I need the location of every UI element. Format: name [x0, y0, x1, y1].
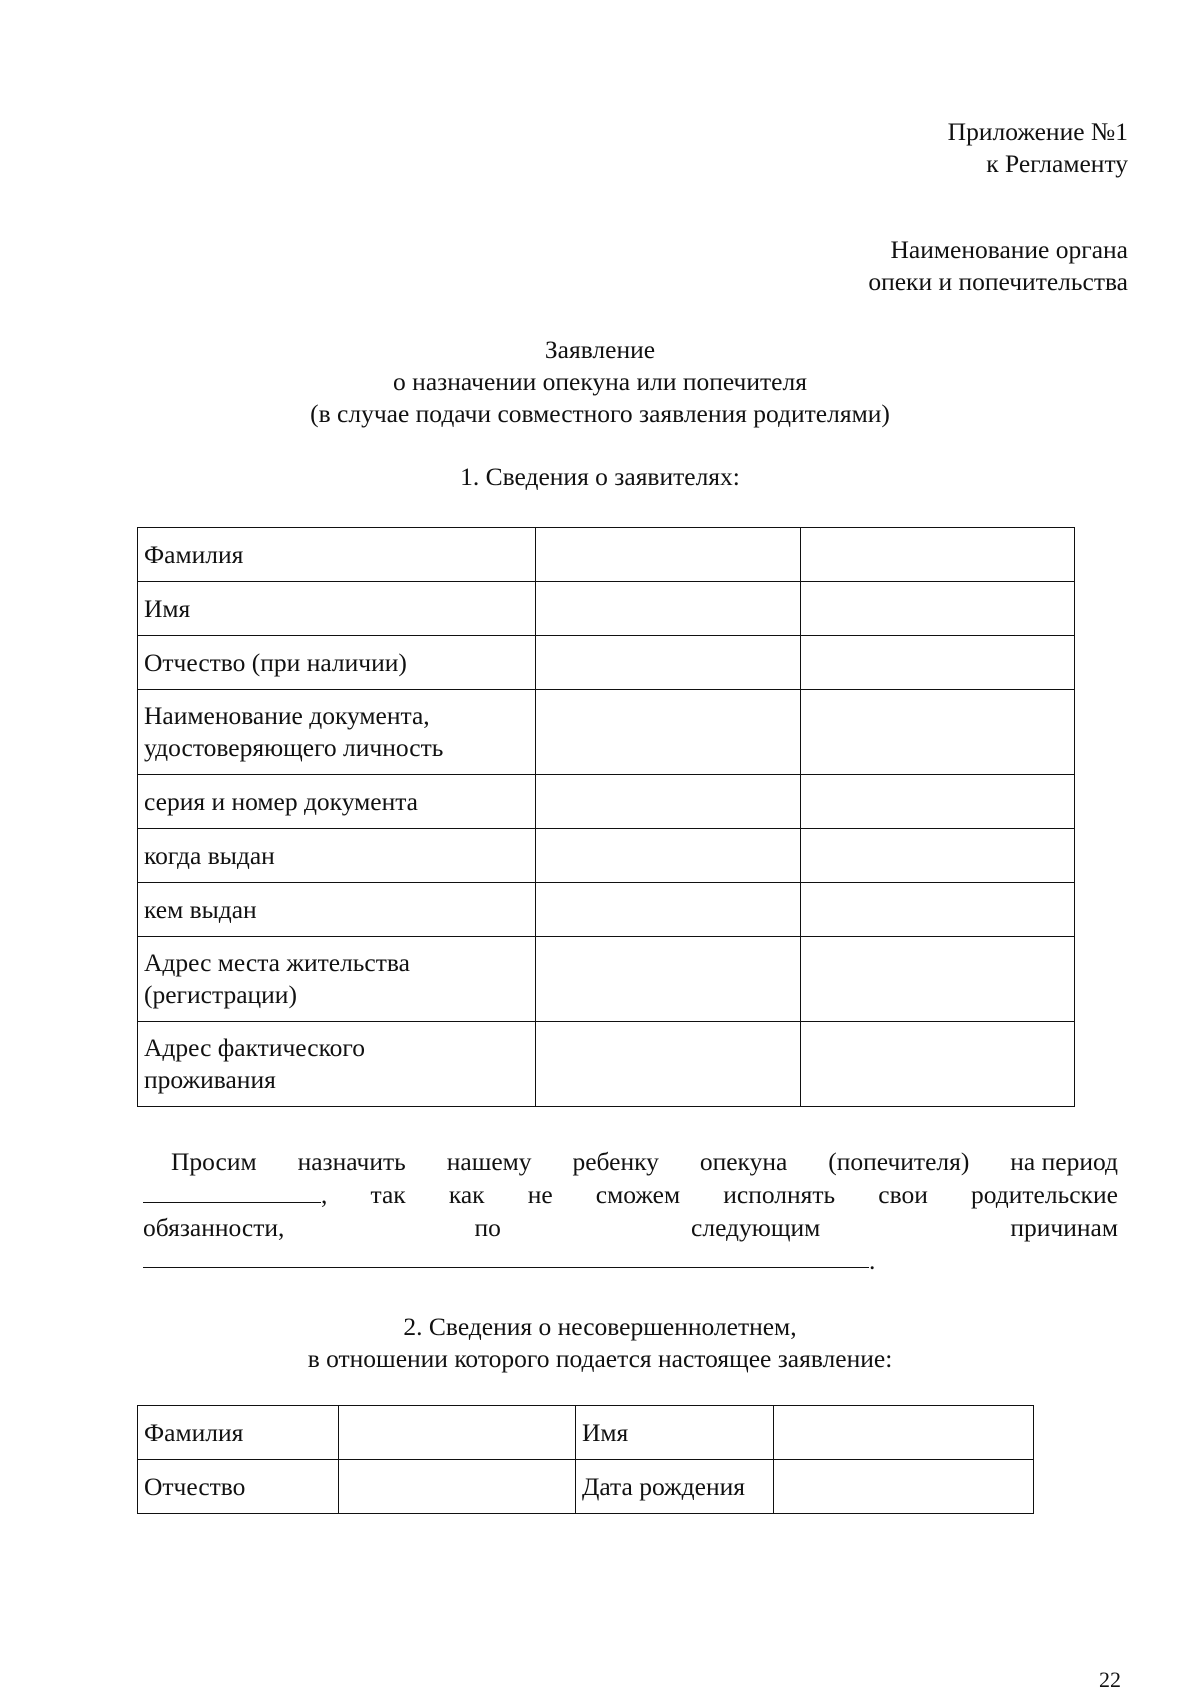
title-line-2: о назначении опекуна или попечителя [393, 367, 807, 396]
minor-table [137, 1405, 1034, 1514]
row-label-registration-address: Адрес места жительства (регистрации) [138, 937, 536, 1022]
minor-birth-date-cell[interactable] [774, 1460, 1034, 1514]
row-label-doc-number: серия и номер документа [138, 775, 536, 829]
authority-name [868, 234, 1128, 298]
row-label-surname: Фамилия [138, 528, 536, 582]
applicant2-surname-cell[interactable] [801, 528, 1075, 582]
appendix-reference [948, 116, 1128, 180]
authority-line-1: Наименование органа [890, 235, 1128, 264]
applicants-table [137, 527, 1075, 1107]
applicant1-issued-by-cell[interactable] [536, 883, 801, 937]
table-row [138, 1022, 1075, 1107]
authority-line-2: опеки и попечительства [868, 267, 1128, 296]
table-row [138, 829, 1075, 883]
table-row [138, 937, 1075, 1022]
table-row [138, 582, 1075, 636]
section2-title-line-2: в отношении которого подается настоящее заявление: [307, 1344, 893, 1373]
minor-birth-date-label: Дата рождения [576, 1460, 774, 1514]
applicant2-issue-date-cell[interactable] [801, 829, 1075, 883]
minor-name-label: Имя [576, 1406, 774, 1460]
period-blank[interactable] [143, 1180, 321, 1203]
section2-title-line-1: 2. Сведения о несовершеннолетнем, [403, 1312, 797, 1341]
section2-title [0, 1311, 1200, 1375]
applicant1-actual-address-cell[interactable] [536, 1022, 801, 1107]
applicant2-registration-address-cell[interactable] [801, 937, 1075, 1022]
document-title [0, 334, 1200, 430]
section1-title: 1. Сведения о заявителях: [460, 462, 740, 491]
applicant1-doc-number-cell[interactable] [536, 775, 801, 829]
applicant1-patronymic-cell[interactable] [536, 636, 801, 690]
reasons-blank[interactable] [143, 1245, 869, 1268]
row-label-issue-date: когда выдан [138, 829, 536, 883]
applicant2-actual-address-cell[interactable] [801, 1022, 1075, 1107]
title-line-3: (в случае подачи совместного заявления родителями) [310, 399, 890, 428]
table-row [138, 883, 1075, 937]
minor-surname-label: Фамилия [138, 1406, 339, 1460]
applicant1-issue-date-cell[interactable] [536, 829, 801, 883]
request-line-3: обязанности, по следующим причинам [143, 1213, 1118, 1242]
row-label-patronymic: Отчество (при наличии) [138, 636, 536, 690]
page-number: 22 [1099, 1667, 1121, 1692]
minor-patronymic-cell[interactable] [339, 1460, 576, 1514]
applicant1-surname-cell[interactable] [536, 528, 801, 582]
applicant2-patronymic-cell[interactable] [801, 636, 1075, 690]
request-paragraph [143, 1146, 1118, 1278]
row-label-name: Имя [138, 582, 536, 636]
table-row [138, 775, 1075, 829]
applicant1-id-document-cell[interactable] [536, 690, 801, 775]
request-line-1: Просим назначить нашему ребенку опекуна (попечителя) на период [171, 1147, 1118, 1176]
appendix-number: Приложение №1 [947, 117, 1128, 146]
request-line-4: . [143, 1245, 1118, 1278]
table-row [138, 1406, 1034, 1460]
minor-surname-cell[interactable] [339, 1406, 576, 1460]
applicant2-id-document-cell[interactable] [801, 690, 1075, 775]
title-line-1: Заявление [544, 335, 656, 364]
minor-name-cell[interactable] [774, 1406, 1034, 1460]
minor-patronymic-label: Отчество [138, 1460, 339, 1514]
table-row [138, 690, 1075, 775]
table-row [138, 1460, 1034, 1514]
applicant1-registration-address-cell[interactable] [536, 937, 801, 1022]
table-row [138, 636, 1075, 690]
row-label-issued-by: кем выдан [138, 883, 536, 937]
table-row [138, 528, 1075, 582]
row-label-id-document: Наименование документа, удостоверяющего личность [138, 690, 536, 775]
applicant2-name-cell[interactable] [801, 582, 1075, 636]
applicant2-issued-by-cell[interactable] [801, 883, 1075, 937]
request-line-2: , так как не сможем исполнять свои родительские [143, 1179, 1118, 1212]
applicant1-name-cell[interactable] [536, 582, 801, 636]
appendix-regulation: к Регламенту [986, 149, 1128, 178]
row-label-actual-address: Адрес фактического проживания [138, 1022, 536, 1107]
applicant2-doc-number-cell[interactable] [801, 775, 1075, 829]
